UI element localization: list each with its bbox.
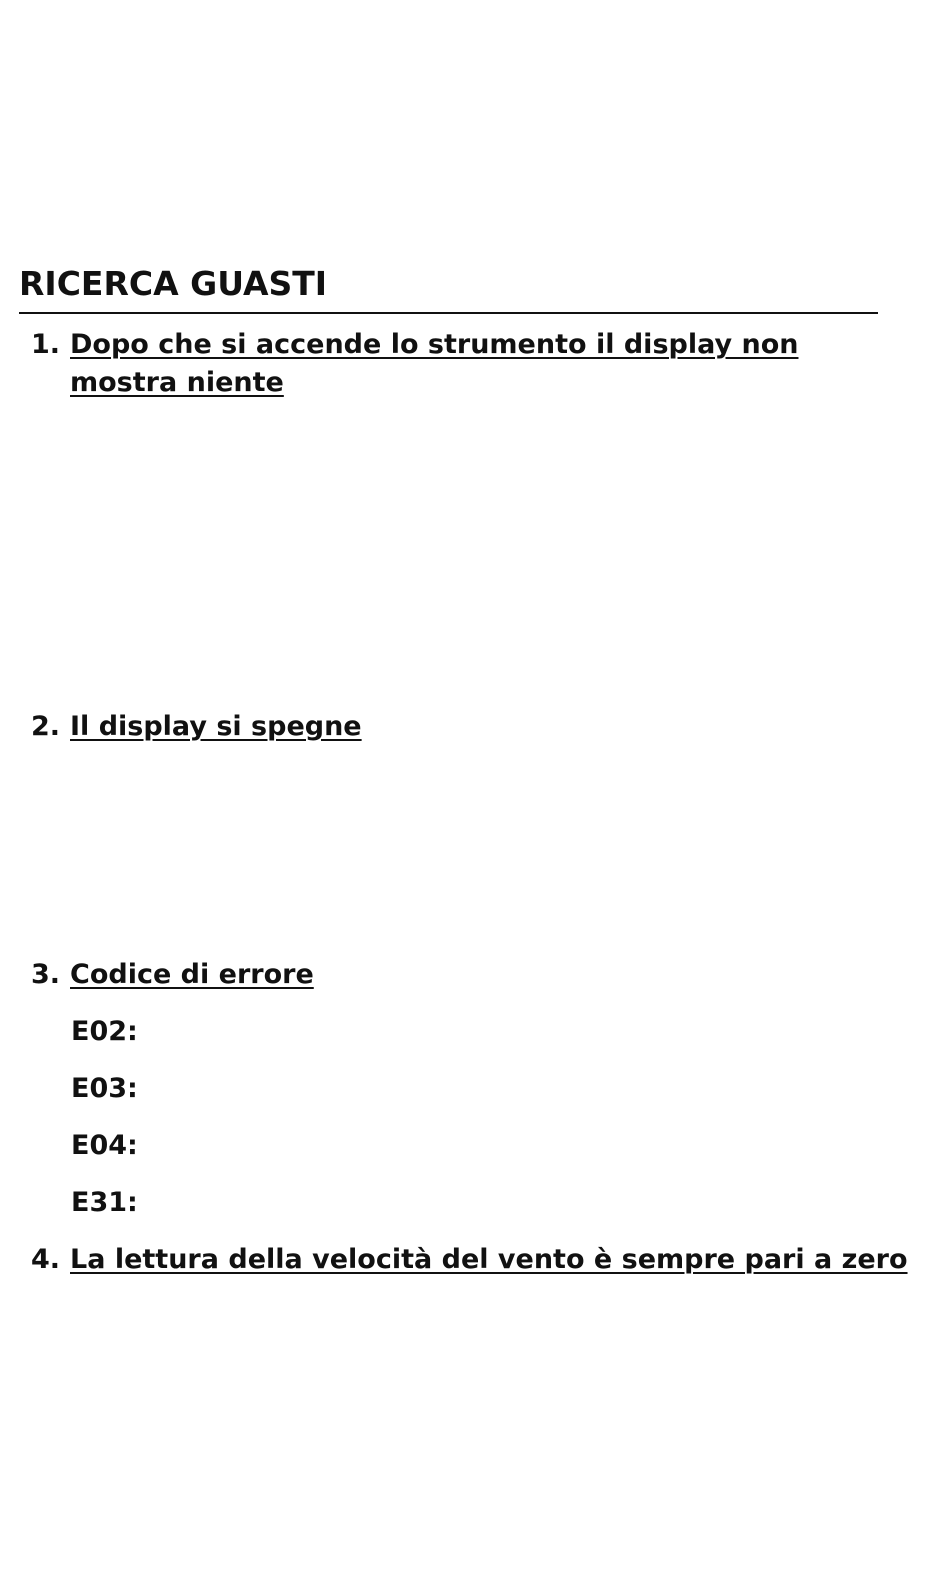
section-1-heading — [31, 326, 798, 402]
error-code-e31: E31: — [71, 1187, 138, 1218]
section-4-heading-text: La lettura della velocità del vento è sempre pari a zero — [70, 1244, 908, 1275]
section-3-heading — [31, 956, 314, 994]
section-1-number: 1. — [31, 329, 61, 360]
section-1-heading-line1: Dopo che si accende lo strumento il display non — [70, 329, 799, 360]
section-3-heading-text: Codice di errore — [70, 959, 314, 990]
error-code-e03: E03: — [71, 1073, 138, 1104]
section-2-number: 2. — [31, 711, 61, 742]
error-code-e04: E04: — [71, 1130, 138, 1161]
section-2-heading — [31, 708, 362, 746]
error-code-e02: E02: — [71, 1016, 138, 1047]
section-4-number: 4. — [31, 1244, 61, 1275]
section-4-heading — [31, 1241, 908, 1279]
page-title: RICERCA GUASTI — [19, 264, 328, 303]
title-divider — [19, 312, 878, 314]
section-2-heading-text: Il display si spegne — [70, 711, 362, 742]
section-1-heading-line2: mostra niente — [70, 367, 284, 398]
section-3-number: 3. — [31, 959, 61, 990]
